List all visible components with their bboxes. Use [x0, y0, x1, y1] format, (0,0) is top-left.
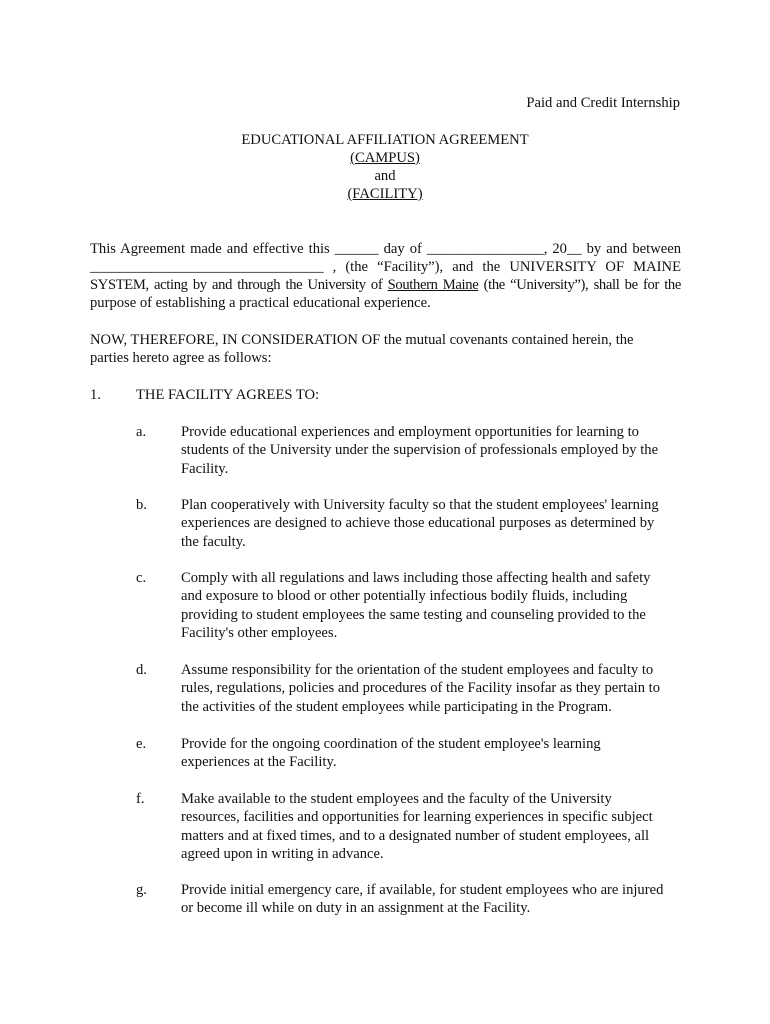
- now-therefore-line-2: parties hereto agree as follows:: [90, 350, 272, 366]
- intro-line-1: This Agreement made and effective this ______ day of ________________, 20__ by and between: [90, 241, 681, 257]
- section-1-number: 1.: [90, 387, 101, 403]
- item-c-text: Comply with all regulations and laws including those affecting health and safety and exposure to blood or other potentially infectious bodily fluids, including providing to student employees the same testing and counseling provided to the Facility's other employees.: [181, 570, 651, 641]
- title-and: and: [374, 168, 396, 184]
- item-c-letter: c.: [136, 570, 147, 586]
- item-d-text: Assume responsibility for the orientation of the student employees and faculty to rules, regulations, policies and procedures of the Facility insofar as they pertain to the activities of the student employees while participating in the Program.: [181, 662, 661, 715]
- campus-name: Southern Maine: [387, 277, 479, 293]
- facility-placeholder: (FACILITY): [347, 186, 423, 202]
- item-b-letter: b.: [136, 497, 147, 513]
- document-type-label: Paid and Credit Internship: [526, 95, 680, 111]
- agreement-title: EDUCATIONAL AFFILIATION AGREEMENT: [241, 132, 529, 148]
- item-g-letter: g.: [136, 882, 147, 898]
- item-b-text: Plan cooperatively with University faculty so that the student employees' learning experiences are designed to achieve those educational purposes as determined by the faculty.: [181, 497, 659, 550]
- intro-line-4: purpose of establishing a practical educational experience.: [90, 295, 431, 311]
- item-e-letter: e.: [136, 736, 147, 752]
- now-therefore-line-1: NOW, THEREFORE, IN CONSIDERATION OF the mutual covenants contained herein, the: [90, 332, 634, 348]
- item-g-text: Provide initial emergency care, if available, for student employees who are injured or become ill while on duty in an assignment at the Facility.: [181, 882, 664, 917]
- item-e-text: Provide for the ongoing coordination of the student employee's learning experiences at the Facility.: [181, 736, 601, 771]
- section-1-heading: THE FACILITY AGREES TO:: [136, 387, 320, 403]
- item-f-text: Make available to the student employees and the faculty of the University resources, facilities and opportunities for learning experiences in specific subject matters and at fixed times, and to a designated number of student employees, all agreed upon in writing in advance.: [181, 791, 653, 862]
- intro-line-3: SYSTEM, acting by and through the University of Southern Maine (the “University”), shall be for the: [90, 277, 682, 293]
- campus-placeholder: (CAMPUS): [350, 150, 420, 166]
- item-a-letter: a.: [136, 424, 147, 440]
- item-a-text: Provide educational experiences and employment opportunities for learning to students of the University under the supervision of professionals employed by the Facility.: [181, 424, 659, 477]
- intro-line-2: ________________________________ , (the “Facility”), and the UNIVERSITY OF MAINE: [90, 259, 681, 275]
- item-f-letter: f.: [136, 791, 145, 807]
- item-d-letter: d.: [136, 662, 147, 678]
